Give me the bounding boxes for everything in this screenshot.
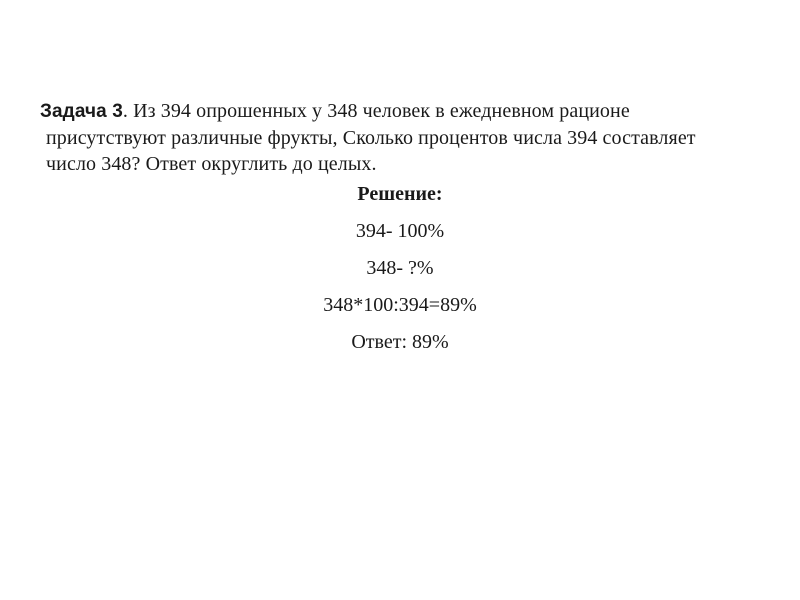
problem-label: Задача 3 — [40, 101, 123, 122]
problem-statement — [40, 98, 740, 177]
solution-block — [0, 180, 800, 365]
solution-line-answer: Ответ: 89% — [351, 331, 449, 353]
problem-paragraph — [40, 98, 740, 177]
problem-text: . Из 394 опрошенных у 348 человек в ежедневном рационе присутствуют различные фрукты, Сколько процентов числа 394 составляет число 348? Ответ округлить до целых. — [46, 100, 696, 175]
solution-line-proportion-2: 348- ?% — [366, 257, 434, 279]
solution-line-calculation: 348*100:394=89% — [323, 294, 477, 316]
solution-heading: Решение: — [357, 183, 443, 205]
solution-line-proportion-1: 394- 100% — [355, 220, 445, 242]
